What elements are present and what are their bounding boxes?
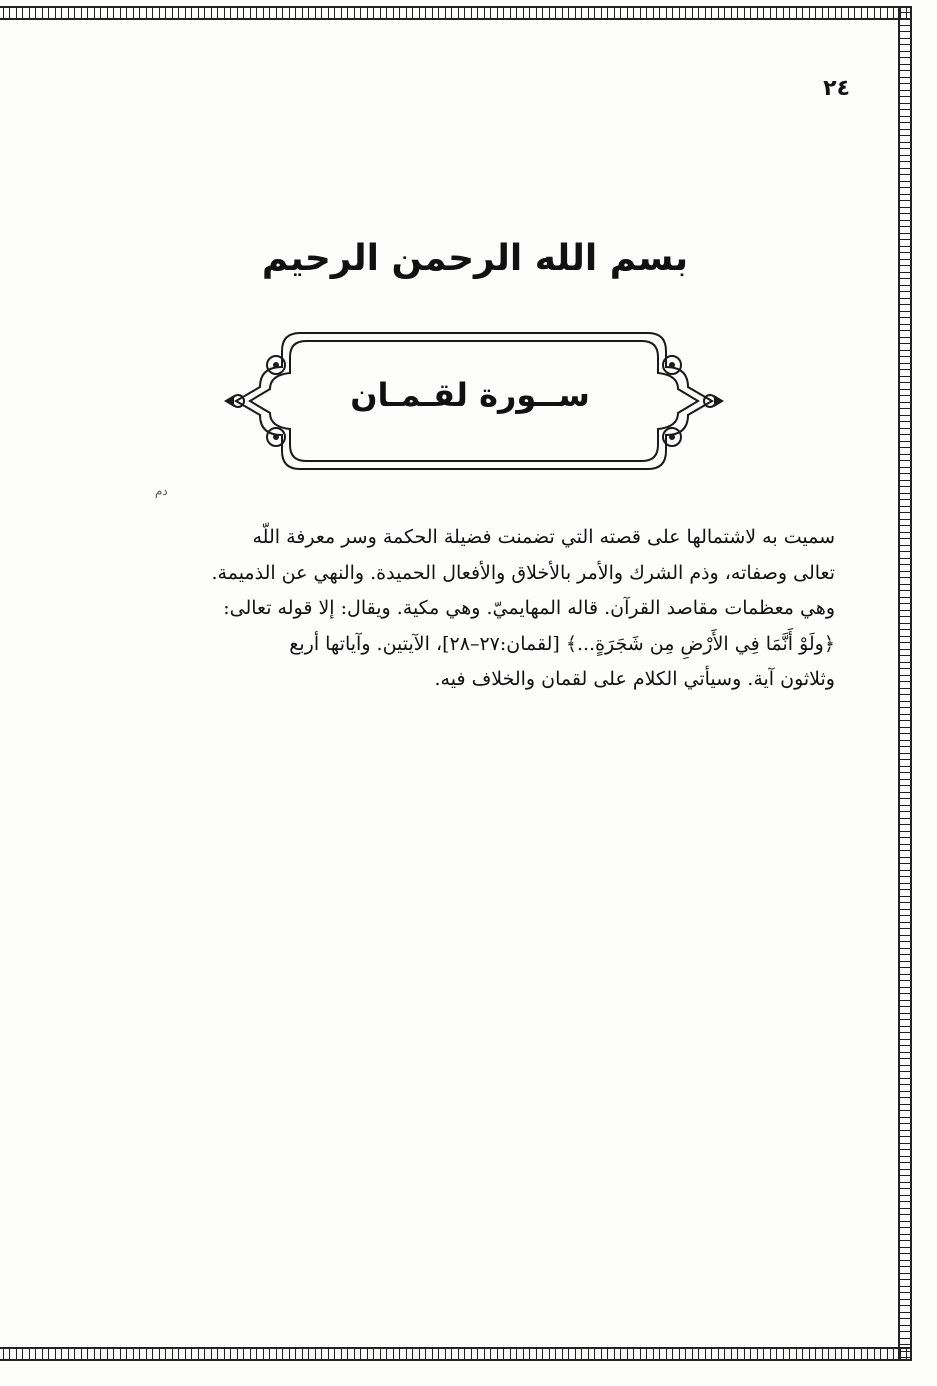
surah-title: ســورة لقـمـان — [350, 376, 590, 414]
paragraph-line: وثلاثون آية. وسيأتي الكلام على لقمان والخلاف فيه. — [434, 668, 835, 690]
paragraph-line: سميت به لاشتمالها على قصته التي تضمنت فضيلة الحكمة وسر معرفة اللّه — [252, 526, 835, 548]
paragraph-line: ﴿ولَوْ أَنَّمَا فِي الأَرْضِ مِن شَجَرَةٍ...﴾ [لقمان:٢٧–٢٨]، الآيتين. وآياتها أربع — [289, 632, 835, 655]
intro-paragraph — [95, 520, 835, 698]
top-chain-border — [0, 6, 912, 20]
page-number: ٢٤ — [823, 76, 850, 101]
bottom-chain-border — [0, 1347, 912, 1361]
right-chain-border — [898, 6, 912, 1361]
stray-mark: ﺩﻡ — [155, 484, 168, 498]
paragraph-line: وهي معظمات مقاصد القرآن. قاله المهايميّ. وهي مكية. ويقال: إلا قوله تعالى: — [223, 597, 835, 619]
basmala-heading: بسم الله الرحمن الرحيم — [261, 238, 689, 279]
paragraph-line: تعالى وصفاته، وذم الشرك والأمر بالأخلاق والأفعال الحميدة. والنهي عن الذميمة. — [211, 561, 835, 584]
